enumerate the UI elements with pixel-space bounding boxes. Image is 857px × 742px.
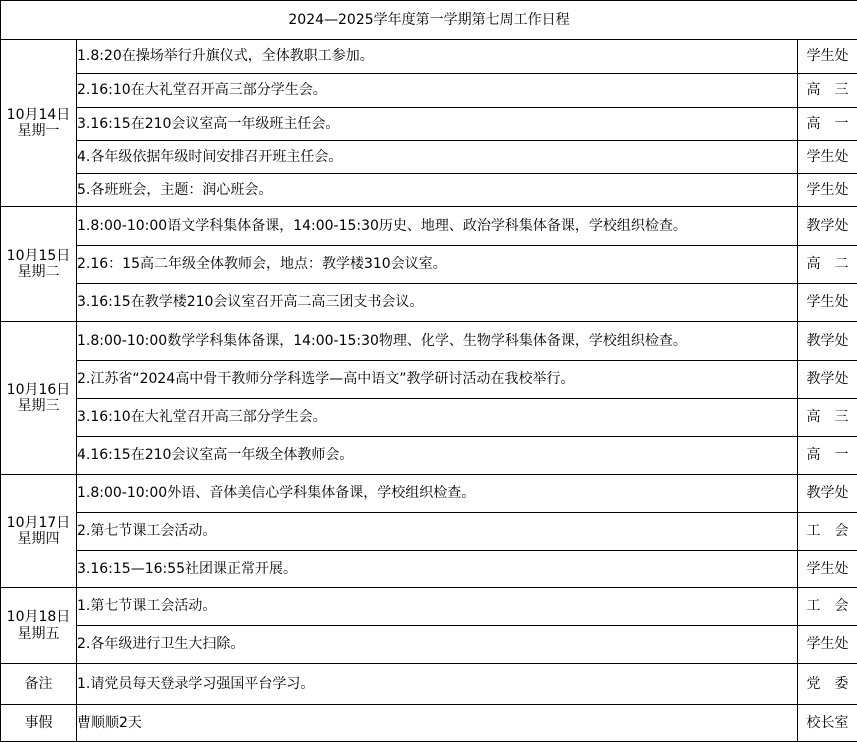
table-row	[1, 207, 857, 246]
department: 教学处	[798, 207, 857, 246]
schedule-item: 2.第七节课工会活动。	[77, 513, 798, 551]
schedule-item: 5.各班班会，主题：润心班会。	[77, 174, 798, 207]
schedule-item: 4.16:15在210会议室高一年级全体教师会。	[77, 437, 798, 475]
table-row	[1, 513, 857, 551]
department: 校长室	[798, 705, 857, 742]
schedule-item: 4.各年级依据年级时间安排召开班主任会。	[77, 141, 798, 174]
department: 学生处	[798, 551, 857, 588]
table-row	[1, 399, 857, 437]
department: 学生处	[798, 626, 857, 664]
schedule-item: 1.8:00-10:00外语、音体美信心学科集体备课，学校组织检查。	[77, 475, 798, 513]
schedule-item: 1.第七节课工会活动。	[77, 588, 798, 626]
schedule-item: 3.16:15—16:55社团课正常开展。	[77, 551, 798, 588]
day-weekday: 星期二	[1, 264, 76, 280]
schedule-item: 3.16:15在教学楼210会议室召开高二高三团支书会议。	[77, 284, 798, 322]
leave-text: 曹顺顺2天	[77, 705, 798, 742]
department: 学生处	[798, 284, 857, 322]
department: 高 一	[798, 108, 857, 141]
day-cell	[1, 588, 77, 664]
day-weekday: 星期一	[1, 123, 76, 139]
day-date: 10月16日	[1, 382, 76, 398]
day-weekday: 星期五	[1, 626, 76, 642]
department: 工 会	[798, 588, 857, 626]
table-row	[1, 246, 857, 284]
day-cell	[1, 475, 77, 588]
department: 学生处	[798, 174, 857, 207]
table-row	[1, 361, 857, 399]
table-row	[1, 322, 857, 361]
leave-row	[1, 705, 857, 742]
department: 高 三	[798, 399, 857, 437]
day-weekday: 星期三	[1, 398, 76, 414]
schedule-item: 1.8:00-10:00语文学科集体备课，14:00-15:30历史、地理、政治学科集体备课，学校组织检查。	[77, 207, 798, 246]
notes-row	[1, 664, 857, 705]
schedule-item: 1.8:20在操场举行升旗仪式，全体教职工参加。	[77, 40, 798, 74]
notes-label: 备注	[1, 664, 77, 705]
table-row	[1, 626, 857, 664]
schedule-title: 2024—2025学年度第一学期第七周工作日程	[1, 1, 857, 40]
table-row	[1, 108, 857, 141]
notes-text: 1.请党员每天登录学习强国平台学习。	[77, 664, 798, 705]
table-row	[1, 74, 857, 108]
day-weekday: 星期四	[1, 531, 76, 547]
table-row	[1, 588, 857, 626]
department: 教学处	[798, 322, 857, 361]
department: 工 会	[798, 513, 857, 551]
schedule-item: 3.16:15在210会议室高一年级班主任会。	[77, 108, 798, 141]
table-row	[1, 551, 857, 588]
day-cell	[1, 322, 77, 475]
table-row	[1, 284, 857, 322]
schedule-item: 2.16：15高二年级全体教师会，地点：教学楼310会议室。	[77, 246, 798, 284]
day-date: 10月15日	[1, 248, 76, 264]
day-date: 10月17日	[1, 515, 76, 531]
department: 教学处	[798, 475, 857, 513]
department: 学生处	[798, 141, 857, 174]
table-row	[1, 40, 857, 74]
table-row	[1, 141, 857, 174]
department: 党 委	[798, 664, 857, 705]
leave-label: 事假	[1, 705, 77, 742]
title-row	[1, 1, 857, 40]
day-cell	[1, 207, 77, 322]
table-row	[1, 475, 857, 513]
day-cell	[1, 40, 77, 207]
day-date: 10月18日	[1, 609, 76, 625]
department: 教学处	[798, 361, 857, 399]
schedule-item: 2.各年级进行卫生大扫除。	[77, 626, 798, 664]
department: 高 一	[798, 437, 857, 475]
department: 高 二	[798, 246, 857, 284]
department: 学生处	[798, 40, 857, 74]
table-row	[1, 437, 857, 475]
day-date: 10月14日	[1, 107, 76, 123]
table-row	[1, 174, 857, 207]
schedule-item: 1.8:00-10:00数学学科集体备课，14:00-15:30物理、化学、生物学科集体备课，学校组织检查。	[77, 322, 798, 361]
schedule-item: 2.江苏省“2024高中骨干教师分学科选学—高中语文”教学研讨活动在我校举行。	[77, 361, 798, 399]
schedule-item: 3.16:10在大礼堂召开高三部分学生会。	[77, 399, 798, 437]
schedule-item: 2.16:10在大礼堂召开高三部分学生会。	[77, 74, 798, 108]
department: 高 三	[798, 74, 857, 108]
